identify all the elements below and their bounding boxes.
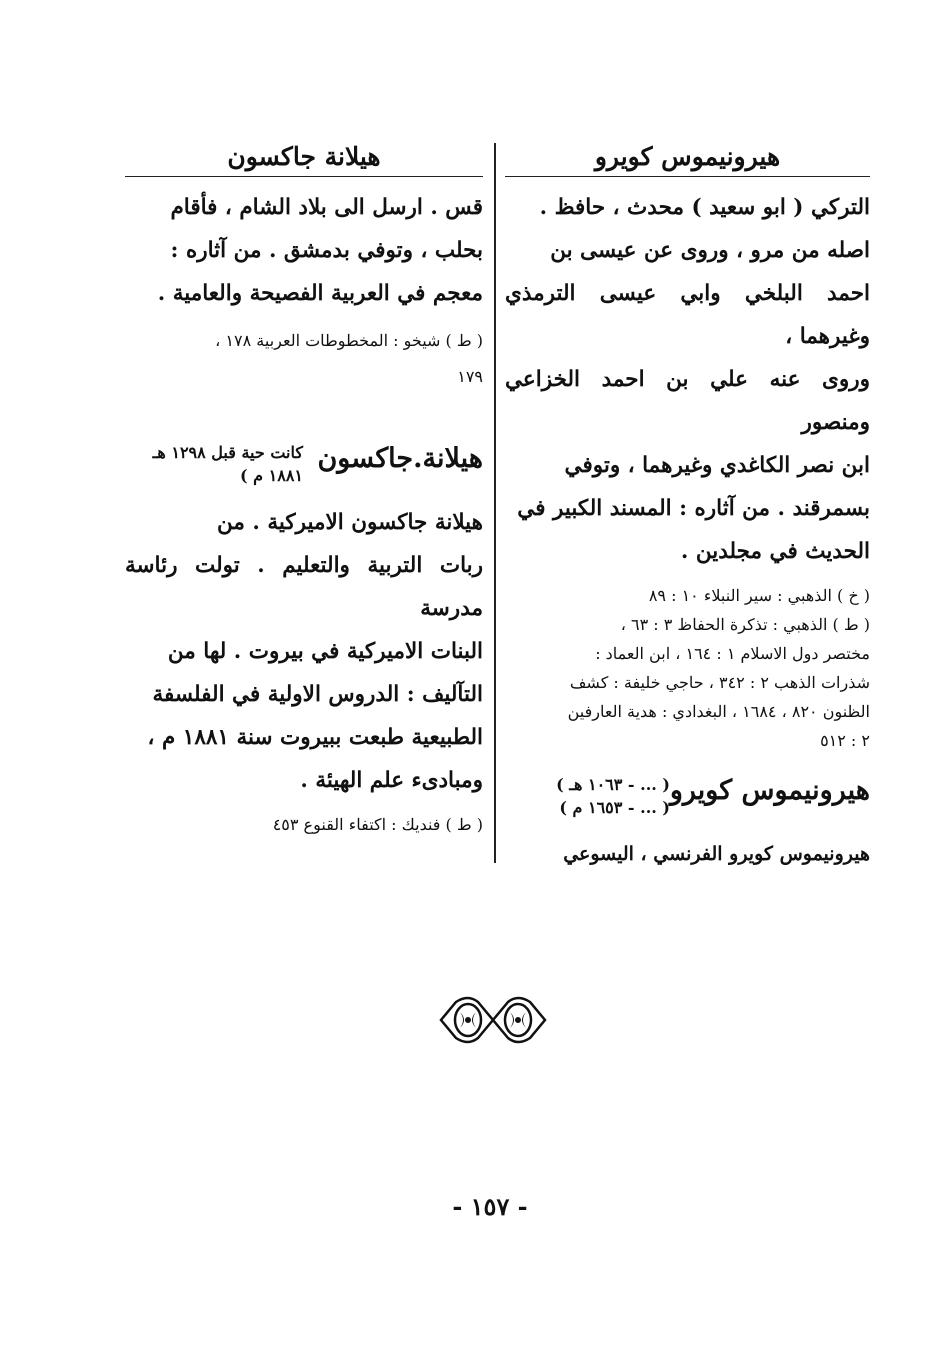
right-reference-line: مختصر دول الاسلام ١ : ١٦٤ ، ابن العماد : <box>595 644 870 663</box>
left-entry2-line: البنات الاميركية في بيروت . لها من <box>167 639 483 664</box>
left-header-rule <box>125 176 483 177</box>
right-entry2-date-hijri: ( ... - ١٠٦٣ هـ ) <box>556 775 670 794</box>
left-entry2-dates <box>153 441 303 487</box>
left-entry2-heading <box>125 435 483 501</box>
floral-ornament-icon <box>438 990 548 1050</box>
left-entry2-title: هيلانة.جاكسون <box>317 443 483 474</box>
right-entry1-line: الحديث في مجلدين . <box>680 539 870 564</box>
page-number: - ١٥٧ - <box>452 1192 528 1221</box>
left-entry2-line: ربات التربية والتعليم . تولت رئاسة مدرسة <box>125 553 483 621</box>
right-column <box>505 138 870 876</box>
right-entry2-line: هيرونيموس كويرو الفرنسي ، اليسوعي <box>563 843 870 865</box>
left-reference-line: ( ط ) شيخو : المخطوطات العربية ١٧٨ ، <box>215 331 483 350</box>
right-entry1-line: وروى عنه علي بن احمد الخزاعي ومنصور <box>505 367 870 435</box>
right-reference-line: شذرات الذهب ٢ : ٣٤٢ ، حاجي خليفة : كشف <box>569 673 870 692</box>
right-entry2-heading <box>505 767 870 833</box>
left-entry2-line: التآليف : الدروس الاولية في الفلسفة <box>152 682 483 707</box>
left-entry1-line: معجم في العربية الفصيحة والعامية . <box>157 281 483 306</box>
right-reference-line: ( خ ) الذهبي : سير النبلاء ١٠ : ٨٩ <box>648 586 870 605</box>
left-entry1-line: بحلب ، وتوفي بدمشق . من آثاره : <box>170 238 483 263</box>
right-column-header: هيرونيموس كويرو <box>594 142 781 171</box>
left-reference-line: ١٧٩ <box>457 367 483 386</box>
left-entry1-line: قس . ارسل الى بلاد الشام ، فأقام <box>170 195 483 220</box>
column-divider <box>494 143 496 863</box>
right-entry2-dates <box>556 773 670 819</box>
left-column-header: هيلانة جاكسون <box>227 142 381 171</box>
right-header-rule <box>505 176 870 177</box>
right-entry1-line: احمد البلخي وابي عيسى الترمذي وغيرهما ، <box>505 281 870 349</box>
right-entry1-line: ابن نصر الكاغدي وغيرهما ، وتوفي <box>564 453 870 478</box>
right-entry2-date-gregorian: ( ... - ١٦٥٣ م ) <box>559 798 670 817</box>
left-entry2-line: ومبادىء علم الهيئة . <box>300 768 483 793</box>
left-entry2-date-gregorian: ١٨٨١ م ) <box>240 466 303 485</box>
left-reference-line: ( ط ) فنديك : اكتفاء القنوع ٤٥٣ <box>272 815 483 834</box>
left-entry2-line: الطبيعية طبعت ببيروت سنة ١٨٨١ م ، <box>147 725 483 750</box>
right-entry2-title: هيرونيموس كويرو <box>669 775 870 806</box>
right-reference-line: ٢ : ٥١٢ <box>820 731 870 750</box>
right-reference-line: الظنون ٨٢٠ ، ١٦٨٤ ، البغدادي : هدية العارفين <box>567 702 870 721</box>
left-column <box>125 138 483 839</box>
left-entry2-date-hijri: كانت حية قبل ١٢٩٨ هـ <box>152 443 303 462</box>
right-entry1-line: بسمرقند . من آثاره : المسند الكبير في <box>517 496 870 521</box>
right-reference-line: ( ط ) الذهبي : تذكرة الحفاظ ٣ : ٦٣ ، <box>620 615 870 634</box>
left-entry2-line: هيلانة جاكسون الاميركية . من <box>217 510 483 535</box>
right-entry1-line: التركي ( ابو سعيد ) محدث ، حافظ . <box>539 195 870 220</box>
right-entry1-line: اصله من مرو ، وروى عن عيسى بن <box>550 238 870 263</box>
